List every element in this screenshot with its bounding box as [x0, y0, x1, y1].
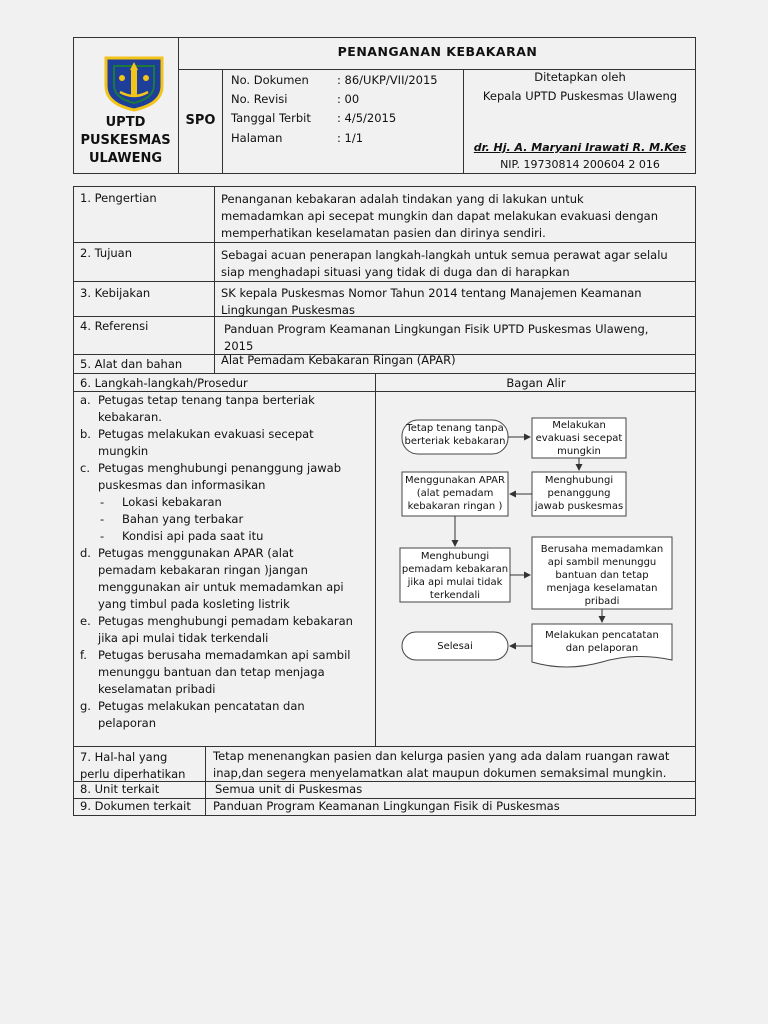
step-c: c. Petugas menghubungi penanggung jawab puskesmas dan informasikan: [80, 461, 341, 492]
flow-text-pencatatan: Melakukan pencatatan dan pelaporan: [545, 630, 659, 654]
org-name: [73, 114, 178, 168]
field-value-tanggal-terbit: : 4/5/2015: [337, 111, 397, 125]
label-kebijakan: 3. Kebijakan: [80, 286, 151, 300]
label-dokumen-terkait: 9. Dokumen terkait: [80, 799, 191, 813]
step-f: f. Petugas berusaha memadamkan api sambil menunggu bantuan dan tetap menjaga keselamatan pribadi: [80, 648, 351, 696]
flow-text-selesai: Selesai: [437, 641, 473, 652]
procedure-steps: [80, 392, 372, 732]
spo-label: SPO: [185, 113, 216, 128]
step-c-subitems: - Lokasi kebakaran - Bahan yang terbakar - Kondisi api pada saat itu: [100, 495, 264, 543]
field-value-halaman: : 1/1: [337, 131, 364, 145]
label-hal-hal: 7. Hal-hal yang perlu diperhatikan: [80, 750, 186, 781]
flow-text-apar: Menggunakan APAR (alat pemadam kebakaran ringan ): [405, 475, 505, 512]
field-label-no-revisi: No. Revisi: [231, 92, 288, 106]
step-a: a. Petugas tetap tenang tanpa berteriak kebakaran.: [80, 393, 315, 424]
label-referensi: 4. Referensi: [80, 319, 149, 333]
signer-name: dr. Hj. A. Maryani Irawati R. M.Kes: [473, 141, 687, 154]
text-hal-hal: Tetap menenangkan pasien dan kelurga pasien yang ada dalam ruangan rawat inap,dan segera menyelamatkan alat maupun dokumen semaksimal mungkin.: [213, 749, 670, 780]
document-title: PENANGANAN KEBAKARAN: [337, 44, 538, 59]
org-line-2: PUSKESMAS: [80, 133, 171, 148]
puskesmas-logo-icon: [100, 52, 168, 112]
ditetapkan-oleh: Ditetapkan oleh: [534, 70, 626, 84]
kepala-uptd: Kepala UPTD Puskesmas Ulaweng: [482, 89, 678, 103]
label-alat-bahan: 5. Alat dan bahan: [80, 357, 183, 371]
label-pengertian: 1. Pengertian: [80, 191, 157, 205]
subitem-bahan: Bahan yang terbakar: [122, 512, 244, 526]
field-label-halaman: Halaman: [231, 131, 283, 145]
subitem-kondisi: Kondisi api pada saat itu: [122, 529, 264, 543]
label-tujuan: 2. Tujuan: [80, 246, 133, 260]
org-line-3: ULAWENG: [88, 151, 163, 166]
text-unit-terkait: Semua unit di Puskesmas: [215, 782, 363, 796]
step-e: e. Petugas menghubungi pemadam kebakaran jika api mulai tidak terkendali: [80, 614, 353, 645]
text-alat-bahan: Alat Pemadam Kebakaran Ringan (APAR): [221, 353, 456, 367]
text-tujuan: Sebagai acuan penerapan langkah-langkah untuk semua perawat agar selalu siap menghadapi situasi yang tidak di duga dan di harapkan: [221, 248, 668, 279]
field-value-no-revisi: : 00: [337, 92, 360, 106]
label-langkah-prosedur: 6. Langkah-langkah/Prosedur: [80, 376, 248, 390]
flow-text-evakuasi: Melakukan evakuasi secepat mungkin: [535, 420, 623, 457]
label-bagan-alir: Bagan Alir: [506, 376, 566, 390]
flow-text-berusaha: Berusaha memadamkan api sambil menunggu bantuan dan tetap menjaga keselamatan pribadi: [540, 544, 664, 607]
step-b: b. Petugas melakukan evakuasi secepat mungkin: [80, 427, 314, 458]
flow-text-pemadam: Menghubungi pemadam kebakaran jika api mulai tidak terkendali: [401, 551, 509, 601]
text-pengertian: Penanganan kebakaran adalah tindakan yang di lakukan untuk memadamkan api secepat mungkin dan dapat melakukan evakuasi dengan memperhatikan keselamatan pasien dan dirinya sendiri.: [221, 192, 658, 240]
flow-text-menghubungi-pj: Menghubungi penanggung jawab puskesmas: [534, 475, 624, 512]
text-dokumen-terkait: Panduan Program Keamanan Lingkungan Fisik di Puskesmas: [213, 799, 560, 813]
label-unit-terkait: 8. Unit terkait: [80, 782, 160, 796]
signer-nip: NIP. 19730814 200604 2 016: [500, 158, 660, 171]
field-label-tanggal-terbit: Tanggal Terbit: [231, 111, 311, 125]
step-d: d. Petugas menggunakan APAR (alat pemadam kebakaran ringan )jangan menggunakan air untuk memadamkan api yang timbul pada kosleting listrik: [80, 546, 344, 611]
text-referensi: Panduan Program Keamanan Lingkungan Fisik UPTD Puskesmas Ulaweng, 2015: [224, 322, 649, 353]
field-label-no-dokumen: No. Dokumen: [231, 73, 309, 87]
subitem-lokasi: Lokasi kebakaran: [122, 495, 222, 509]
org-line-1: UPTD: [105, 115, 146, 130]
field-value-no-dokumen: : 86/UKP/VII/2015: [337, 73, 438, 87]
flow-text-start: Tetap tenang tanpa berteriak kebakaran: [404, 423, 506, 447]
step-g: g. Petugas melakukan pencatatan dan pelaporan: [80, 699, 305, 730]
text-kebijakan: SK kepala Puskesmas Nomor Tahun 2014 tentang Manajemen Keamanan Lingkungan Puskesmas: [221, 286, 642, 317]
